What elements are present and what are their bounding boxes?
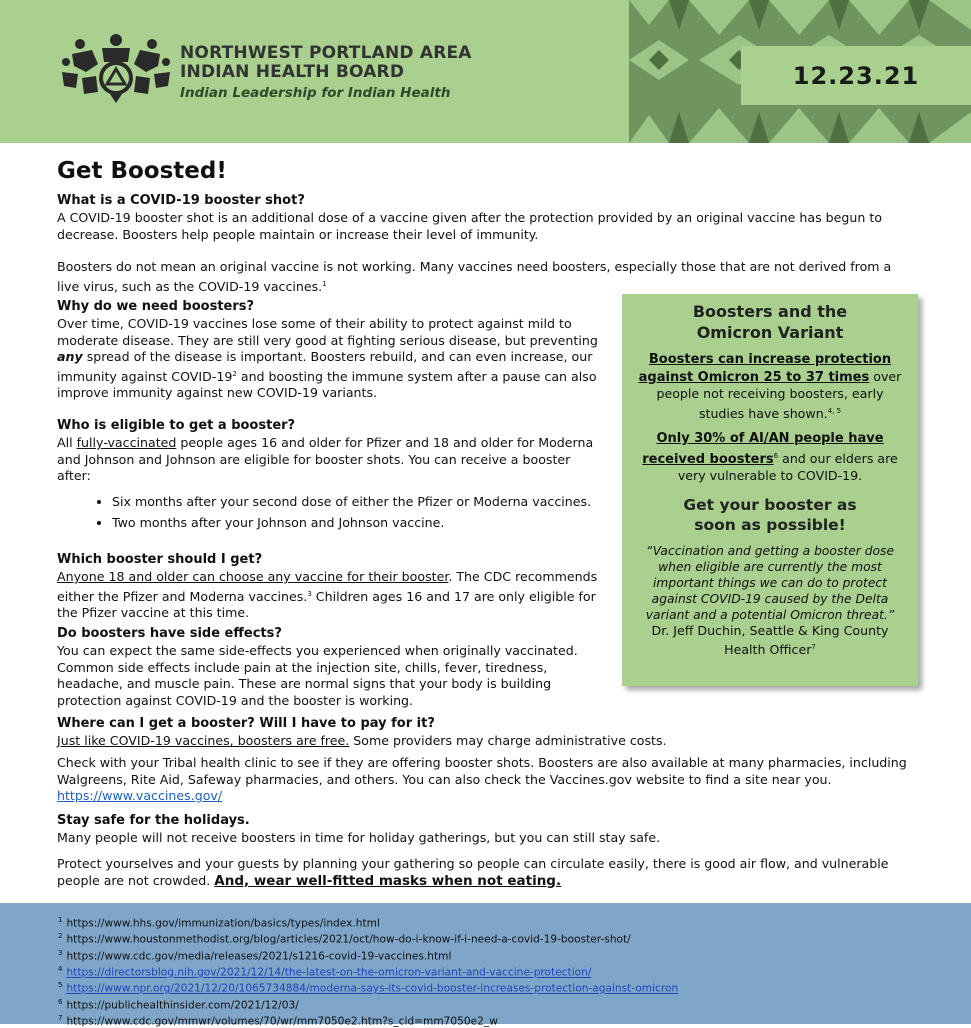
fully-vaccinated-link[interactable]: fully-vaccinated xyxy=(76,435,177,450)
footnote-ref: 3 xyxy=(307,589,312,598)
boosters-free-note: Just like COVID-19 vaccines, boosters are free. xyxy=(57,733,350,748)
paragraph-who-eligible: All fully-vaccinated people ages 16 and older for Pfizer and 18 and older for Moderna and Johnson and Johnson are eligible for booster shots. You can receive a booster after: xyxy=(57,435,594,483)
reference-link[interactable]: https://publichealthinsider.com/2021/12/03/ xyxy=(66,999,299,1012)
list-item: $^6$ https://publichealthinsider.com/2021/12/03/ xyxy=(58,997,299,1012)
paragraph-what-is-booster: A COVID-19 booster shot is an additional dose of a vaccine given after the protection provided by an original vaccine has begun to decrease. Boosters help people maintain or increase their level of immunity. xyxy=(57,210,883,242)
org-name-line1: NORTHWEST PORTLAND AREA xyxy=(180,43,472,63)
sidebar-call-to-action: Get your booster as soon as possible! xyxy=(683,495,857,534)
omicron-sidebar xyxy=(622,294,918,686)
npaihb-logo-icon xyxy=(58,32,174,104)
paragraph-protect-guests: Protect yourselves and your guests by planning your gathering so people can circulate easily, there is good air flow, and vulnerable people are not crowded. And, wear well-fitted masks when not eating. xyxy=(57,856,889,889)
list-item: $^4$ https://directorsblog.nih.gov/2021/12/14/the-latest-on-the-omicron-variant-and-vaccine-protection/ xyxy=(58,964,592,979)
heading-side-effects: Do boosters have side effects? xyxy=(57,626,282,641)
footnote-ref: 1 xyxy=(322,279,327,288)
list-item: $^5$ https://www.npr.org/2021/12/20/1065734884/moderna-says-its-covid-booster-increases-protection-against-omicron xyxy=(58,981,679,995)
sidebar-title: Boosters and the Omicron Variant xyxy=(692,302,848,342)
paragraph-free-boosters: Just like COVID-19 vaccines, boosters are free. Some providers may charge administrative costs. xyxy=(57,733,667,748)
reference-link[interactable]: https://www.cdc.gov/mmwr/volumes/70/wr/mm7050e2.htm?s_cid=mm7050e2_w xyxy=(66,1015,498,1028)
list-item: $^3$ https://www.cdc.gov/media/releases/2021/s1216-covid-19-vaccines.html xyxy=(58,948,452,963)
list-item: • Two months after your Johnson and Johnson vaccine. xyxy=(112,515,612,532)
list-item: $^1$ https://www.hhs.gov/immunization/basics/types/index.html xyxy=(58,916,380,930)
list-item: $^7$ https://www.cdc.gov/mmwr/volumes/70/wr/mm7050e2.htm?s_cid=mm7050e2_w xyxy=(58,1013,498,1028)
heading-where-booster: Where can I get a booster? Will I have to pay for it? xyxy=(57,716,435,731)
org-name-line2: INDIAN HEALTH BOARD xyxy=(180,62,405,82)
any-vaccine-note: Anyone 18 and older can choose any vaccine for their booster xyxy=(57,569,449,584)
heading-what-is-booster: What is a COVID-19 booster shot? xyxy=(57,193,305,208)
reference-link[interactable]: https://www.hhs.gov/immunization/basics/types/index.html xyxy=(66,917,380,930)
sidebar-aian-stat: Only 30% of AI/AN people have received boosters$^6$ and our elders are very vulnerable to COVID-19. xyxy=(642,431,898,484)
footnote-ref: 2 xyxy=(232,369,237,378)
paragraph-boosters-not-failure: Boosters do not mean an original vaccine is not working. Many vaccines need boosters, especially those that are not derived from a live virus, such as the COVID-19 vaccines.$^1$ xyxy=(57,259,892,294)
reference-link[interactable]: https://directorsblog.nih.gov/2021/12/14/the-latest-on-the-omicron-variant-and-vaccine-protection/ xyxy=(66,966,592,979)
tagline: Indian Leadership for Indian Health xyxy=(180,85,451,101)
reference-link[interactable]: https://www.npr.org/2021/12/20/1065734884/moderna-says-its-covid-booster-increases-protection-against-omicron xyxy=(66,982,679,995)
org-name-block xyxy=(180,44,472,101)
paragraph-why-boosters: Over time, COVID-19 vaccines lose some of their ability to protect against mild to moderate disease. They are still very good at fighting serious disease, but preventing any spread of the disease is important. Boosters rebuild, and can even increase, our immunity against COVID-$19^2$ and boosting the immune system after a pause can also improve immunity against new COVID-19 variants. xyxy=(57,316,598,401)
masks-callout: And, wear well-fitted masks when not eating. xyxy=(214,872,562,889)
date-box xyxy=(741,46,971,105)
sidebar-quote-attribution: Dr. Jeff Duchin, Seattle & King County Health Officer$^7$ xyxy=(651,622,889,658)
heading-which-booster: Which booster should I get? xyxy=(57,552,263,567)
heading-who-eligible: Who is eligible to get a booster? xyxy=(57,418,296,433)
eligibility-bullet-list xyxy=(80,494,612,535)
paragraph-side-effects: You can expect the same side-effects you experienced when originally vaccinated. Common side effects include pain at the injection site, chills, fever, tiredness, headache, and muscle pain. These are normal signs that your body is building protection against COVID-19 and the booster is working. xyxy=(57,643,578,708)
page-title: Get Boosted! xyxy=(57,158,227,184)
heading-stay-safe: Stay safe for the holidays. xyxy=(57,813,250,828)
heading-why-boosters: Why do we need boosters? xyxy=(57,299,255,314)
reference-link[interactable]: https://www.houstonmethodist.org/blog/articles/2021/oct/how-do-i-know-if-i-need-a-covid-19-booster-shot/ xyxy=(66,933,631,946)
list-item: $^2$ https://www.houstonmethodist.org/blog/articles/2021/oct/how-do-i-know-if-i-need-a-covid-19-booster-shot/ xyxy=(58,932,631,946)
paragraph-stay-safe: Many people will not receive boosters in time for holiday gatherings, but you can still stay safe. xyxy=(57,830,661,845)
sidebar-protection-stat: Boosters can increase protection against Omicron 25 to 37 times over people not receiving boosters, early studies have shown.$^{4, 5}$ xyxy=(638,352,902,421)
emphasis-any: any xyxy=(57,349,83,364)
paragraph-where-to-get: Check with your Tribal health clinic to see if they are offering booster shots. Boosters are also available at many pharmacies, including Walgreens, Rite Aid, Safeway pharmacies, and others. You can also check the Vaccines.gov website to find a site near you. https://www.vaccines.gov/ xyxy=(57,755,907,803)
paragraph-which-booster: Anyone 18 and older can choose any vaccine for their booster. The CDC recommends either the Pfizer and Moderna vaccines.$^3$ Children ages 16 and 17 are only eligible for the Pfizer vaccine at this time. xyxy=(57,569,598,621)
sidebar-quote: “Vaccination and getting a booster dose when eligible are currently the most important things we can do to protect against COVID-19 caused by the Delta variant and a potential Omicron threat.” xyxy=(645,543,895,622)
list-item: • Six months after your second dose of either the Pfizer or Moderna vaccines. xyxy=(112,494,612,511)
reference-link[interactable]: https://www.cdc.gov/media/releases/2021/s1216-covid-19-vaccines.html xyxy=(66,950,452,963)
references-list xyxy=(58,914,678,1028)
vaccines-gov-link[interactable]: https://www.vaccines.gov/ xyxy=(57,788,223,803)
issue-date: 12.23.21 xyxy=(792,61,920,90)
